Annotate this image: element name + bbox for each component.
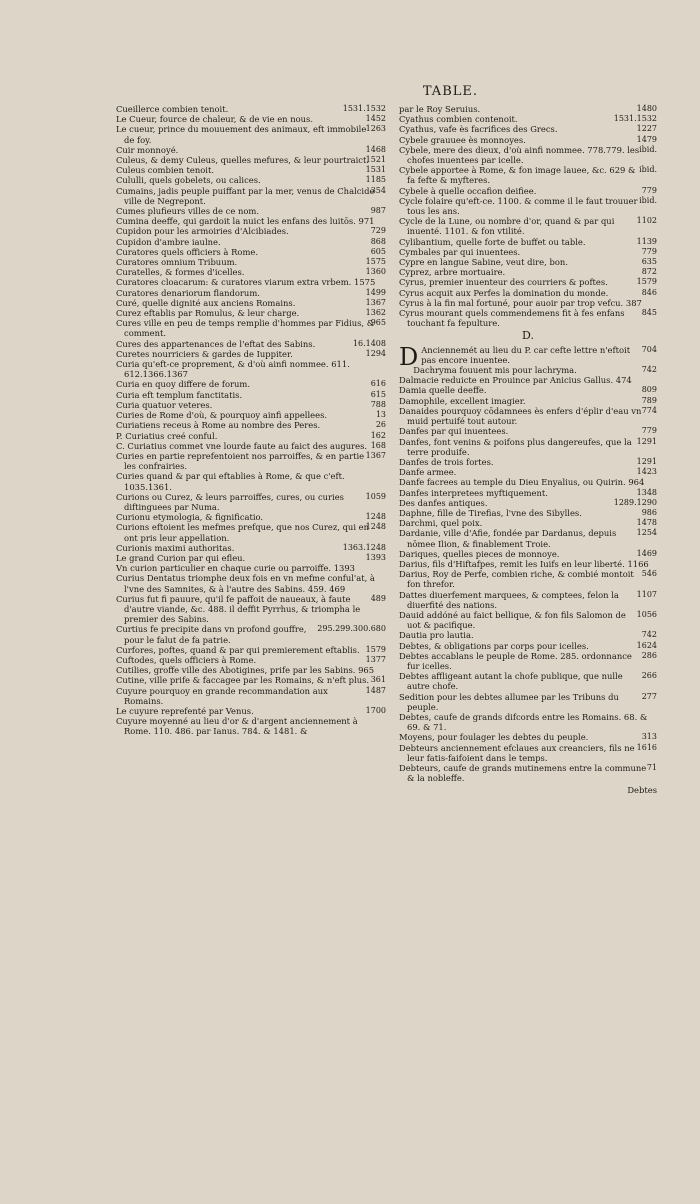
entry-text: Cuyure moyenné au lieu d'or & d'argent anciennement à Rome. 110. 486. par Ianus. 784. & 1481. & <box>116 716 358 737</box>
entry-text: Debtes accablans le peuple de Rome. 285. ordonnance fur icelles. <box>399 650 632 671</box>
page-reference: 809 <box>641 385 657 395</box>
page-reference: ibid. <box>639 144 657 154</box>
index-entry <box>116 155 386 165</box>
index-entry <box>116 277 386 287</box>
entry-text: Culeus combien tenoit. <box>116 165 214 176</box>
entry-text: Danaides pourquoy cōdamnees ès enfers d'éplir d'eau vn muid pertuifé tout autour. <box>399 405 642 427</box>
page-reference: 489 <box>370 593 386 603</box>
entry-text: Cumes plufieurs villes de ce nom. <box>116 206 260 217</box>
index-entry <box>116 339 386 349</box>
entry-text: Cyrus, premier inuenteur des courriers & poftes. <box>399 277 608 288</box>
page-reference: 1248 <box>365 522 386 532</box>
page-reference: 1227 <box>636 124 657 134</box>
page-reference: 1362 <box>365 308 386 318</box>
page-reference: 845 <box>641 308 657 318</box>
index-entry <box>116 216 386 226</box>
entry-text: Curius Dentatus triomphe deux fois en vn mefme conful'at, à l'vne des Samnites, & à l'autre des Sabins. 459. 469 <box>116 573 375 594</box>
page-reference: 742 <box>641 630 657 640</box>
index-entry <box>399 651 657 671</box>
index-entry <box>116 665 386 675</box>
entry-text: Debteurs anciennement efclaues aux creanciers, fils ne leur fatis-faifoient dans le temps. <box>399 742 635 763</box>
page-reference: 1367 <box>365 297 386 307</box>
entry-text: Moyens, pour foulager les debtes du peuple. <box>399 732 589 743</box>
index-entry <box>116 624 386 644</box>
entry-text: Curia qu'eft-ce proprement, & d'où ainfi nommee. 611. 612.1366.1367 <box>116 359 350 380</box>
index-entry <box>399 488 657 498</box>
index-entry <box>116 390 386 400</box>
page-reference: 1423 <box>636 467 657 477</box>
entry-text: Curies quand & par qui eftablies à Rome, & que c'eft. 1035.1361. <box>116 471 345 492</box>
page-reference: 71 <box>646 763 657 772</box>
entry-text: Danfes de trois fortes. <box>399 456 494 467</box>
index-entry <box>116 175 386 185</box>
entry-text: Curions ou Curez, & leurs parroiffes, cures, ou curies diftinguees par Numa. <box>116 491 344 512</box>
index-entry <box>399 590 657 610</box>
entry-text: Le cuyure reprefenté par Venus. <box>116 705 254 716</box>
index-entry <box>399 114 657 124</box>
index-entry <box>399 641 657 651</box>
drop-cap: D <box>399 342 419 371</box>
entry-text: Cybele grauuee ès monnoyes. <box>399 134 526 145</box>
entry-text: Dalmacie reduicte en Prouince par Anicius Gallus. 474 <box>399 375 632 386</box>
entry-text: Curionu etymologia, & fignificatio. <box>116 512 264 523</box>
index-entry <box>399 247 657 257</box>
page-reference: 986 <box>641 507 657 517</box>
index-entry <box>116 400 386 410</box>
index-entry <box>116 522 386 542</box>
page-reference: 1624 <box>636 640 657 650</box>
entry-text: Curiatiens receus à Rome au nombre des Peres. <box>116 420 321 431</box>
index-entry <box>399 165 657 185</box>
entry-text: Cybele, mere des dieux, d'où ainfi nommee. 778.779. les chofes inuentees par icelle. <box>399 144 640 166</box>
index-entry <box>399 569 657 589</box>
index-entry <box>399 692 657 712</box>
entry-text: Dardanie, ville d'Afie, fondée par Dardanus, depuis nōmee Ilion, & finablement Troie. <box>399 528 617 549</box>
index-entry <box>399 365 657 375</box>
page-reference: 1579 <box>365 644 386 654</box>
entry-text: Cupidon d'ambre iaulne. <box>116 236 221 247</box>
entry-text: Curatores quels officiers à Rome. <box>116 246 258 257</box>
index-entry <box>116 431 386 441</box>
page-reference: 788 <box>370 399 386 409</box>
page-reference: 162 <box>370 430 386 440</box>
index-entry <box>116 308 386 318</box>
index-entry <box>116 257 386 267</box>
entry-text: Vn curion particulier en chaque curie ou parroiffe. 1393 <box>116 563 356 574</box>
index-entry <box>399 467 657 477</box>
entry-text: Curatores omnium Tribuum. <box>116 257 238 268</box>
index-entry <box>116 686 386 706</box>
entry-text: Cueillerce combien tenoit. <box>116 104 229 114</box>
page-reference: 1531 <box>365 165 386 175</box>
index-entry <box>116 267 386 277</box>
page-reference: 846 <box>641 287 657 297</box>
entry-text: Curies en partie reprefentoient nos parroiffes, & en partie les confrairies. <box>116 450 365 472</box>
index-entry <box>399 104 657 114</box>
index-entry <box>399 308 657 328</box>
index-entry <box>116 379 386 389</box>
entry-text: Cymbales par qui inuentees. <box>399 246 521 257</box>
index-entry <box>116 359 386 379</box>
entry-text: par le Roy Seruius. <box>399 104 481 114</box>
index-entry <box>116 114 386 124</box>
entry-text: Dauid addóné au faict bellique, & fon fils Salomon de uot & pacifique. <box>399 609 626 631</box>
page-reference: 1263 <box>365 124 386 134</box>
catchword: Debtes <box>627 785 657 796</box>
page-reference: 1056 <box>636 609 657 619</box>
index-entry <box>399 732 657 742</box>
entry-text: Danfes interpretees myftiquement. <box>399 487 548 498</box>
page-reference: 615 <box>370 389 386 399</box>
entry-text: Cypre en langue Sabine, veut dire, bon. <box>399 257 568 268</box>
page-reference: 1480 <box>636 104 657 113</box>
index-entry <box>399 288 657 298</box>
page-reference: 1393 <box>365 552 386 562</box>
index-entry <box>399 426 657 436</box>
entry-text: Cyrus acquit aux Perfes la domination du monde. <box>399 287 609 298</box>
entry-text: Damia quelle deeffe. <box>399 385 487 396</box>
entry-text: Cyrus mourant quels commendemens fit à fes enfans touchant fa fepulture. <box>399 308 625 329</box>
page-reference: 13 <box>375 410 386 420</box>
page-reference: 313 <box>641 732 657 742</box>
index-entry <box>399 216 657 236</box>
entry-text: Curetes nourriciers & gardes de Iuppiter. <box>116 348 293 359</box>
index-entry <box>116 104 386 114</box>
page-reference: 779 <box>641 185 657 195</box>
entry-text: Cures des appartenances de l'eftat des Sabins. <box>116 338 316 349</box>
page-reference: 616 <box>370 379 386 389</box>
index-entry <box>116 675 386 685</box>
page-reference: 1291 <box>636 436 657 446</box>
entry-text: Le grand Curion par qui efleu. <box>116 552 246 563</box>
index-entry <box>116 543 386 553</box>
index-entry <box>399 257 657 267</box>
page-reference: 1579 <box>636 277 657 287</box>
entry-text: Damophile, excellent imagier. <box>399 395 526 406</box>
entry-text: Debteurs, caufe de grands mutinemens entre la commune & la nobleffe. <box>399 763 647 784</box>
entry-text: Cybele apportee à Rome, & fon image lauee, &c. 629 & fa fefte & myfteres. <box>399 165 636 186</box>
index-entry <box>116 288 386 298</box>
index-entry <box>399 406 657 426</box>
entry-text: Cyathus, vafe ès facrifices des Grecs. <box>399 124 558 135</box>
page-reference: 1363.1248 <box>342 542 386 552</box>
entry-text: Cutilies, groffe ville des Abotigines, prife par les Sabins. 965 <box>116 665 375 676</box>
index-entry <box>399 277 657 287</box>
entry-text: Curatelles, & formes d'icelles. <box>116 267 245 278</box>
index-entry <box>399 743 657 763</box>
entry-text: Anciennemét au lieu du P. car cefte lettre n'eftoit pas encore inuentee. <box>421 344 631 365</box>
entry-text: Le cueur, prince du mouuement des animaux, eft immobile de foy. <box>116 124 367 145</box>
page-reference: 605 <box>370 246 386 256</box>
page-reference: 1294 <box>365 348 386 358</box>
entry-text: Cuftodes, quels officiers à Rome. <box>116 654 257 665</box>
index-entry <box>399 186 657 196</box>
entry-text: Culeus, & demy Culeus, quelles mefures, & leur pourtraict. <box>116 155 370 166</box>
page-reference: 295.299.300.680 <box>317 624 386 634</box>
page-reference: 742 <box>641 365 657 375</box>
page-reference: 729 <box>370 226 386 236</box>
page-reference: 266 <box>641 671 657 681</box>
page-reference: 1348 <box>636 487 657 497</box>
page-reference: 1360 <box>365 267 386 277</box>
page-reference: 779 <box>641 426 657 436</box>
page-reference: 1102 <box>636 216 657 226</box>
index-entry <box>116 553 386 563</box>
left-column <box>116 104 386 737</box>
page-reference: 361 <box>370 675 386 685</box>
entry-text: Cumains, jadis peuple puiffant par la mer, venus de Chalcide ville de Negrepont. <box>116 185 375 206</box>
entry-text: Cululli, quels gobelets, ou calices. <box>116 175 261 186</box>
index-entry <box>116 716 386 736</box>
page-reference: 1700 <box>365 705 386 715</box>
entry-text: Cutine, ville prife & faccagee par les Romains, & n'eft plus. <box>116 675 370 686</box>
index-entry <box>399 630 657 640</box>
entry-text: Curé, quelle dignité aux anciens Romains. <box>116 297 296 308</box>
entry-text: Cuyure pourquoy en grande recommandation aux Romains. <box>116 685 328 706</box>
entry-text: Dachryma fouuent mis pour lachryma. <box>413 365 577 376</box>
page-reference: 1521 <box>365 155 386 165</box>
page-reference: 1479 <box>636 134 657 144</box>
page-reference: 1499 <box>365 287 386 297</box>
entry-text: Curatores cloacarum: & curatores viarum extra vrbem. 1575 <box>116 277 376 288</box>
page-reference: 789 <box>641 395 657 405</box>
entry-text: Cupidon pour les armoiries d'Alcibiades. <box>116 226 289 237</box>
index-entry <box>116 420 386 430</box>
index-entry <box>116 226 386 236</box>
page-reference: 1468 <box>365 144 386 154</box>
page-reference: 1254 <box>636 528 657 538</box>
index-entry <box>399 298 657 308</box>
page-reference: 1377 <box>365 654 386 664</box>
index-entry <box>116 512 386 522</box>
index-entry <box>399 528 657 548</box>
entry-text: Danfe armee. <box>399 467 457 478</box>
index-entry <box>399 457 657 467</box>
page-title: TABLE. <box>422 84 478 99</box>
index-entry <box>399 518 657 528</box>
entry-text: Cuir monnoyé. <box>116 144 179 155</box>
index-entry <box>116 237 386 247</box>
entry-text: Curtius fe precipite dans vn profond gouffre, pour le falut de fa patrie. <box>116 624 307 645</box>
entry-text: Cyathus combien contenoit. <box>399 114 518 125</box>
right-column <box>399 104 657 796</box>
page-reference: 1531.1532 <box>613 114 657 124</box>
page-reference: 1531.1532 <box>342 104 386 113</box>
index-entry <box>116 124 386 144</box>
page-reference: 16.1408 <box>352 338 386 348</box>
entry-text: Danfes par qui inuentees. <box>399 426 509 437</box>
entry-text: Curies de Rome d'où, & pourquoy ainfi appellees. <box>116 410 328 421</box>
entry-text: Des danfes antiques. <box>399 497 488 508</box>
index-entry <box>116 247 386 257</box>
entry-text: Cyrus à la fin mal fortuné, pour auoir par trop vefcu. 387 <box>399 297 642 308</box>
index-entry <box>399 237 657 247</box>
page-reference: 354 <box>370 185 386 195</box>
page-reference: 1487 <box>365 685 386 695</box>
index-entry <box>116 645 386 655</box>
entry-text: Cumina deeffe, qui gardoit la nuict les enfans des luitōs. 971 <box>116 216 375 227</box>
page-reference: 1291 <box>636 456 657 466</box>
index-entry <box>116 186 386 206</box>
entry-text: Curia quatuor veteres. <box>116 399 213 410</box>
page-reference: ibid. <box>639 195 657 205</box>
page-reference: 1185 <box>365 175 386 185</box>
entry-text: Curia en quoy differe de forum. <box>116 379 251 390</box>
index-entry <box>399 763 657 783</box>
index-entry <box>116 165 386 175</box>
entry-text: Daphne, fille de Tirefias, l'vne des Sibylles. <box>399 507 582 518</box>
entry-text: Darius, fils d'Hiftafpes, remit les Iuifs en leur liberté. 1166 <box>399 558 649 569</box>
entry-text: Curia eft templum fanctitatis. <box>116 389 243 400</box>
index-entry <box>116 655 386 665</box>
page-reference: 1478 <box>636 518 657 528</box>
index-entry <box>399 267 657 277</box>
page-reference: 277 <box>641 691 657 701</box>
page-reference: 1367 <box>365 450 386 460</box>
entry-text: Debtes affligeant autant la chofe publique, que nulle autre chofe. <box>399 671 623 692</box>
page-reference: 1059 <box>365 491 386 501</box>
index-entry <box>116 410 386 420</box>
page-reference: 1248 <box>365 512 386 522</box>
entry-text: Danfes, font venins & poifons plus dangereufes, que la terre produife. <box>399 436 632 457</box>
page-reference: 546 <box>641 569 657 579</box>
page-reference: 965 <box>370 318 386 328</box>
page-reference: 1452 <box>365 114 386 124</box>
page-reference: 286 <box>641 650 657 660</box>
entry-text: Sedition pour les debtes allumee par les Tribuns du peuple. <box>399 691 619 712</box>
page-reference: 26 <box>375 420 386 430</box>
index-entry <box>399 477 657 487</box>
entry-text: Curionis maximi authoritas. <box>116 542 235 553</box>
page-reference: 1469 <box>636 548 657 558</box>
index-entry <box>399 671 657 691</box>
index-entry <box>116 145 386 155</box>
index-entry <box>399 498 657 508</box>
index-entry <box>399 549 657 559</box>
index-entry <box>399 385 657 395</box>
index-entry <box>116 471 386 491</box>
page-reference: ibid. <box>639 165 657 175</box>
entry-text: Debtes, & obligations par corps pour icelles. <box>399 640 589 651</box>
index-entry <box>399 196 657 216</box>
entry-text: Cycle de la Lune, ou nombre d'or, quand & par qui inuenté. 1101. & fon vtilité. <box>399 216 615 237</box>
page-reference: 635 <box>641 257 657 267</box>
page-reference: 779 <box>641 246 657 256</box>
entry-text: Cycle folaire qu'eft-ce. 1100. & comme il le faut trouuer tous les ans. <box>399 195 638 217</box>
page-reference: 1616 <box>636 742 657 752</box>
index-entry <box>116 563 386 573</box>
entry-text: P. Curiatius creé conful. <box>116 430 218 441</box>
entry-text: Darius, Roy de Perfe, combien riche, & combié montoit fon threfor. <box>399 569 634 590</box>
page-reference: 1139 <box>636 236 657 246</box>
index-entry <box>116 594 386 625</box>
entry-text: Curions eftoient les mefmes prefque, que nos Curez, qui en ont pris leur appellation. <box>116 522 370 543</box>
page-reference: 872 <box>641 267 657 277</box>
index-entry <box>116 349 386 359</box>
index-entry <box>399 396 657 406</box>
index-entry <box>399 437 657 457</box>
index-entry <box>116 451 386 471</box>
index-entry <box>399 124 657 134</box>
index-entry <box>399 508 657 518</box>
entry-text: Curatores denariorum flandorum. <box>116 287 260 298</box>
index-entry <box>116 318 386 338</box>
page-reference: 1107 <box>636 589 657 599</box>
entry-text: Curez eftablis par Romulus, & leur charge. <box>116 308 300 319</box>
entry-text: C. Curiatius commet vne lourde faute au faict des augures. <box>116 440 368 451</box>
index-entry <box>399 712 657 732</box>
index-entry <box>116 206 386 216</box>
entry-text: Danfe facrees au temple du Dieu Enyalius, ou Quirin. 964 <box>399 477 645 488</box>
page-reference: 868 <box>370 236 386 246</box>
page-reference: 168 <box>370 440 386 450</box>
index-entry <box>399 559 657 569</box>
page-reference: 1289.1290 <box>613 497 657 507</box>
entry-text: Debtes, caufe de grands difcords entre les Romains. 68. & 69. & 71. <box>399 711 648 733</box>
index-entry <box>399 610 657 630</box>
entry-text: Cybele à quelle occafion deifiee. <box>399 185 537 196</box>
index-entry <box>116 706 386 716</box>
entry-text: Le Cueur, fource de chaleur, & de vie en nous. <box>116 114 314 125</box>
entry-text: Cures ville en peu de temps remplie d'hommes par Fidius, & comment. <box>116 318 375 339</box>
entry-text: Curfores, poftes, quand & par qui premierement eftablis. <box>116 644 360 655</box>
page-reference: 1575 <box>365 257 386 267</box>
entry-text: Dautia pro lautia. <box>399 630 474 641</box>
entry-text: Darchmi, quel poix. <box>399 518 483 529</box>
entry-text: Cylibantium, quelle forte de buffet ou table. <box>399 236 586 247</box>
entry-text: Dattes diuerfement marquees, & comptees, felon la diuerfité des nations. <box>399 589 619 610</box>
index-entry <box>399 375 657 385</box>
page-reference: 987 <box>370 206 386 216</box>
section-letter: D. <box>522 329 534 343</box>
page-reference: 774 <box>641 405 657 415</box>
index-entry <box>116 492 386 512</box>
entry-text: Dariques, quelles pieces de monnoye. <box>399 548 560 559</box>
index-entry <box>116 441 386 451</box>
entry-text: Cyprez, arbre mortuaire. <box>399 267 506 278</box>
index-entry <box>116 573 386 593</box>
index-entry <box>399 145 657 165</box>
entry-text: Curius fut fi pauure, qu'il fe paffoit de naueaux, à faute d'autre viande, &c. 488. il deffit Pyrrhus, & triompha le premier des Sabins. <box>116 593 361 625</box>
index-entry <box>116 298 386 308</box>
index-entry <box>399 135 657 145</box>
page-reference: 704 <box>641 344 657 354</box>
